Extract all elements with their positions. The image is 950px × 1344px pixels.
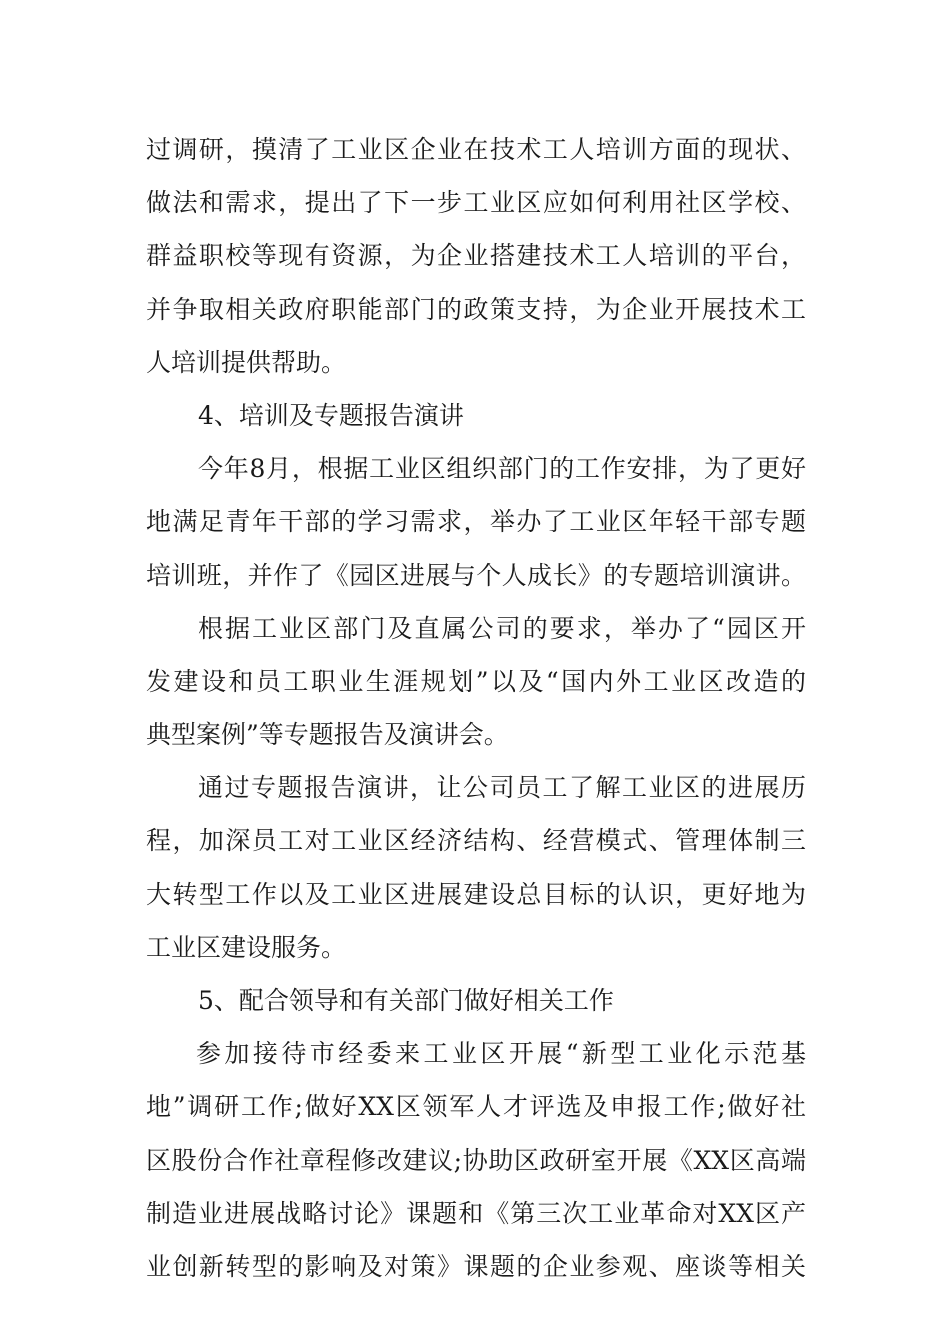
text-line: 程，加深员工对工业区经济结构、经营模式、管理体制三 xyxy=(146,826,806,856)
text-line: 群益职校等现有资源，为企业搭建技术工人培训的平台， xyxy=(146,241,806,271)
text-line: 培训班，并作了《园区进展与个人成长》的专题培训演讲。 xyxy=(146,560,806,590)
paragraph-first-line: 根据工业区部门及直属公司的要求，举办了“园区开 xyxy=(198,613,806,643)
section-heading: 4、培训及专题报告演讲 xyxy=(198,400,464,430)
text-line: 大转型工作以及工业区进展建设总目标的认识，更好地为 xyxy=(146,879,806,909)
text-line: 地满足青年干部的学习需求，举办了工业区年轻干部专题 xyxy=(146,507,806,537)
paragraph-first-line: 通过专题报告演讲，让公司员工了解工业区的进展历 xyxy=(198,773,806,803)
body-text xyxy=(146,123,806,1293)
text-line: 区股份合作社章程修改建议;协助区政研室开展《XX区高端 xyxy=(146,1145,806,1175)
text-line: 发建设和员工职业生涯规划”以及“国内外工业区改造的 xyxy=(146,666,806,696)
text-line: 人培训提供帮助。 xyxy=(146,347,347,377)
text-line: 过调研，摸清了工业区企业在技术工人培训方面的现状、 xyxy=(146,135,806,164)
text-line: 地”调研工作;做好XX区领军人才评选及申报工作;做好社 xyxy=(146,1092,806,1122)
text-line: 工业区建设服务。 xyxy=(146,932,347,962)
text-line: 并争取相关政府职能部门的政策支持，为企业开展技术工 xyxy=(146,294,806,324)
text-line: 做法和需求，提出了下一步工业区应如何利用社区学校、 xyxy=(146,188,806,218)
text-line: 业创新转型的影响及对策》课题的企业参观、座谈等相关 xyxy=(146,1251,806,1281)
paragraph-first-line: 参加接待市经委来工业区开展“新型工业化示范基 xyxy=(196,1039,806,1069)
text-line: 制造业进展战略讨论》课题和《第三次工业革命对XX区产 xyxy=(146,1198,806,1228)
paragraph-first-line: 今年8月，根据工业区组织部门的工作安排，为了更好 xyxy=(198,454,806,484)
text-line: 典型案例”等专题报告及演讲会。 xyxy=(146,720,509,750)
section-heading: 5、配合领导和有关部门做好相关工作 xyxy=(198,986,614,1015)
